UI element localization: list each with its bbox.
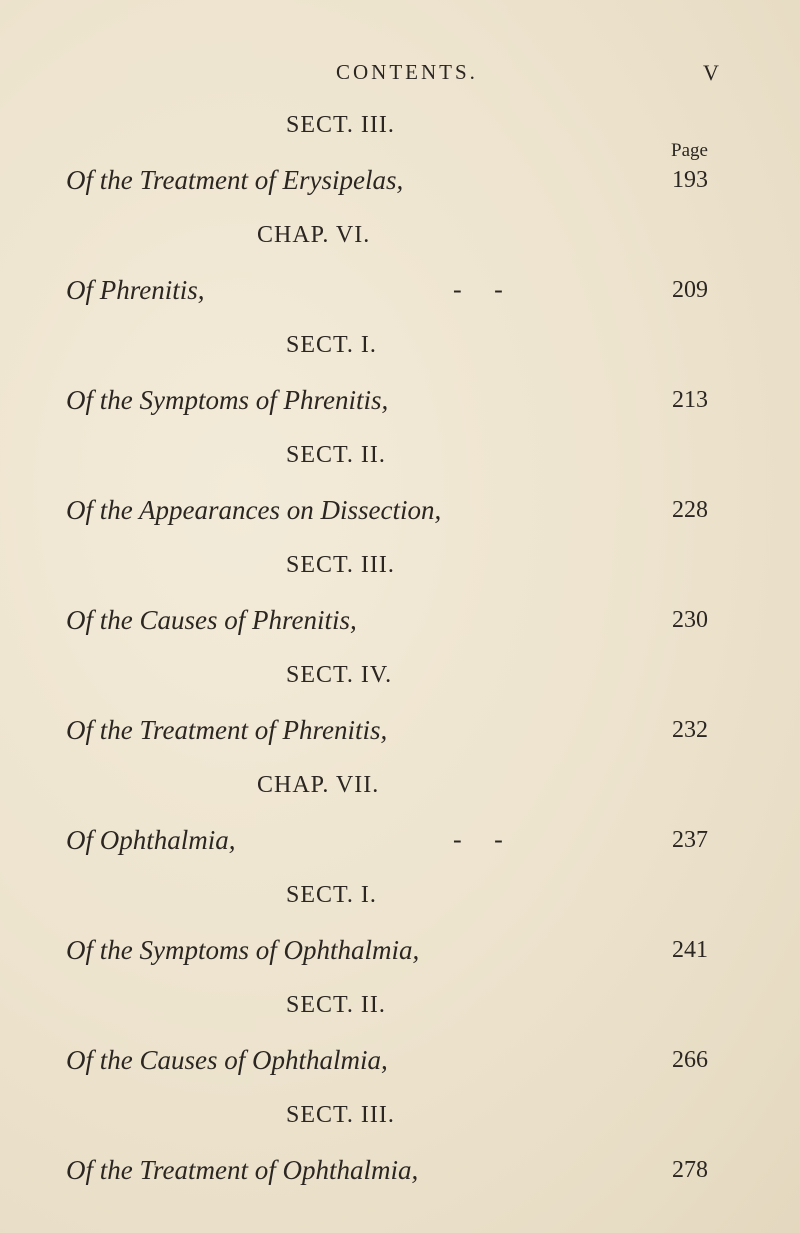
page-number: V	[703, 60, 719, 85]
page-column-label: Page	[671, 140, 708, 161]
toc-entry-title: Of the Causes of Ophthalmia,	[66, 1045, 388, 1075]
toc-entry-page: 237	[672, 827, 708, 853]
toc-entry-page: 213	[672, 387, 708, 413]
toc-entry-title: Of the Causes of Phrenitis,	[66, 605, 357, 635]
toc-entry-page: 228	[672, 497, 708, 523]
toc-entry-page: 266	[672, 1047, 708, 1073]
chapter-heading: CHAP. VI.	[257, 222, 371, 248]
section-heading: SECT. III.	[286, 1102, 395, 1128]
toc-entry-title: Of the Treatment of Erysipelas,	[66, 165, 404, 195]
toc-entry-page: 193	[672, 167, 708, 193]
toc-entry-page: 278	[672, 1157, 708, 1183]
toc-entry-dashes: - -	[453, 275, 503, 304]
toc-entry-title: Of the Treatment of Ophthalmia,	[66, 1155, 419, 1185]
section-heading: SECT. III.	[286, 552, 395, 578]
toc-entry-page: 230	[672, 607, 708, 633]
section-heading: SECT. IV.	[286, 662, 393, 688]
toc-entry-title: Of the Symptoms of Phrenitis,	[66, 385, 389, 415]
toc-entry-page: 209	[672, 277, 708, 303]
toc-entry-page: 232	[672, 717, 708, 743]
running-header-title: CONTENTS.	[336, 60, 478, 84]
toc-entry-page: 241	[672, 937, 708, 963]
section-heading: SECT. I.	[286, 332, 377, 358]
toc-entry-title: Of Ophthalmia,	[66, 825, 236, 855]
section-heading: SECT. I.	[286, 882, 377, 908]
section-heading: SECT. II.	[286, 992, 386, 1018]
toc-entry-title: Of Phrenitis,	[66, 275, 205, 305]
section-heading: SECT. II.	[286, 442, 386, 468]
section-heading: SECT. III.	[286, 112, 395, 138]
toc-entry-title: Of the Treatment of Phrenitis,	[66, 715, 388, 745]
toc-entry-title: Of the Appearances on Dissection,	[66, 495, 442, 525]
chapter-heading: CHAP. VII.	[257, 772, 380, 798]
toc-entry-title: Of the Symptoms of Ophthalmia,	[66, 935, 420, 965]
toc-entry-dashes: - -	[453, 825, 503, 854]
